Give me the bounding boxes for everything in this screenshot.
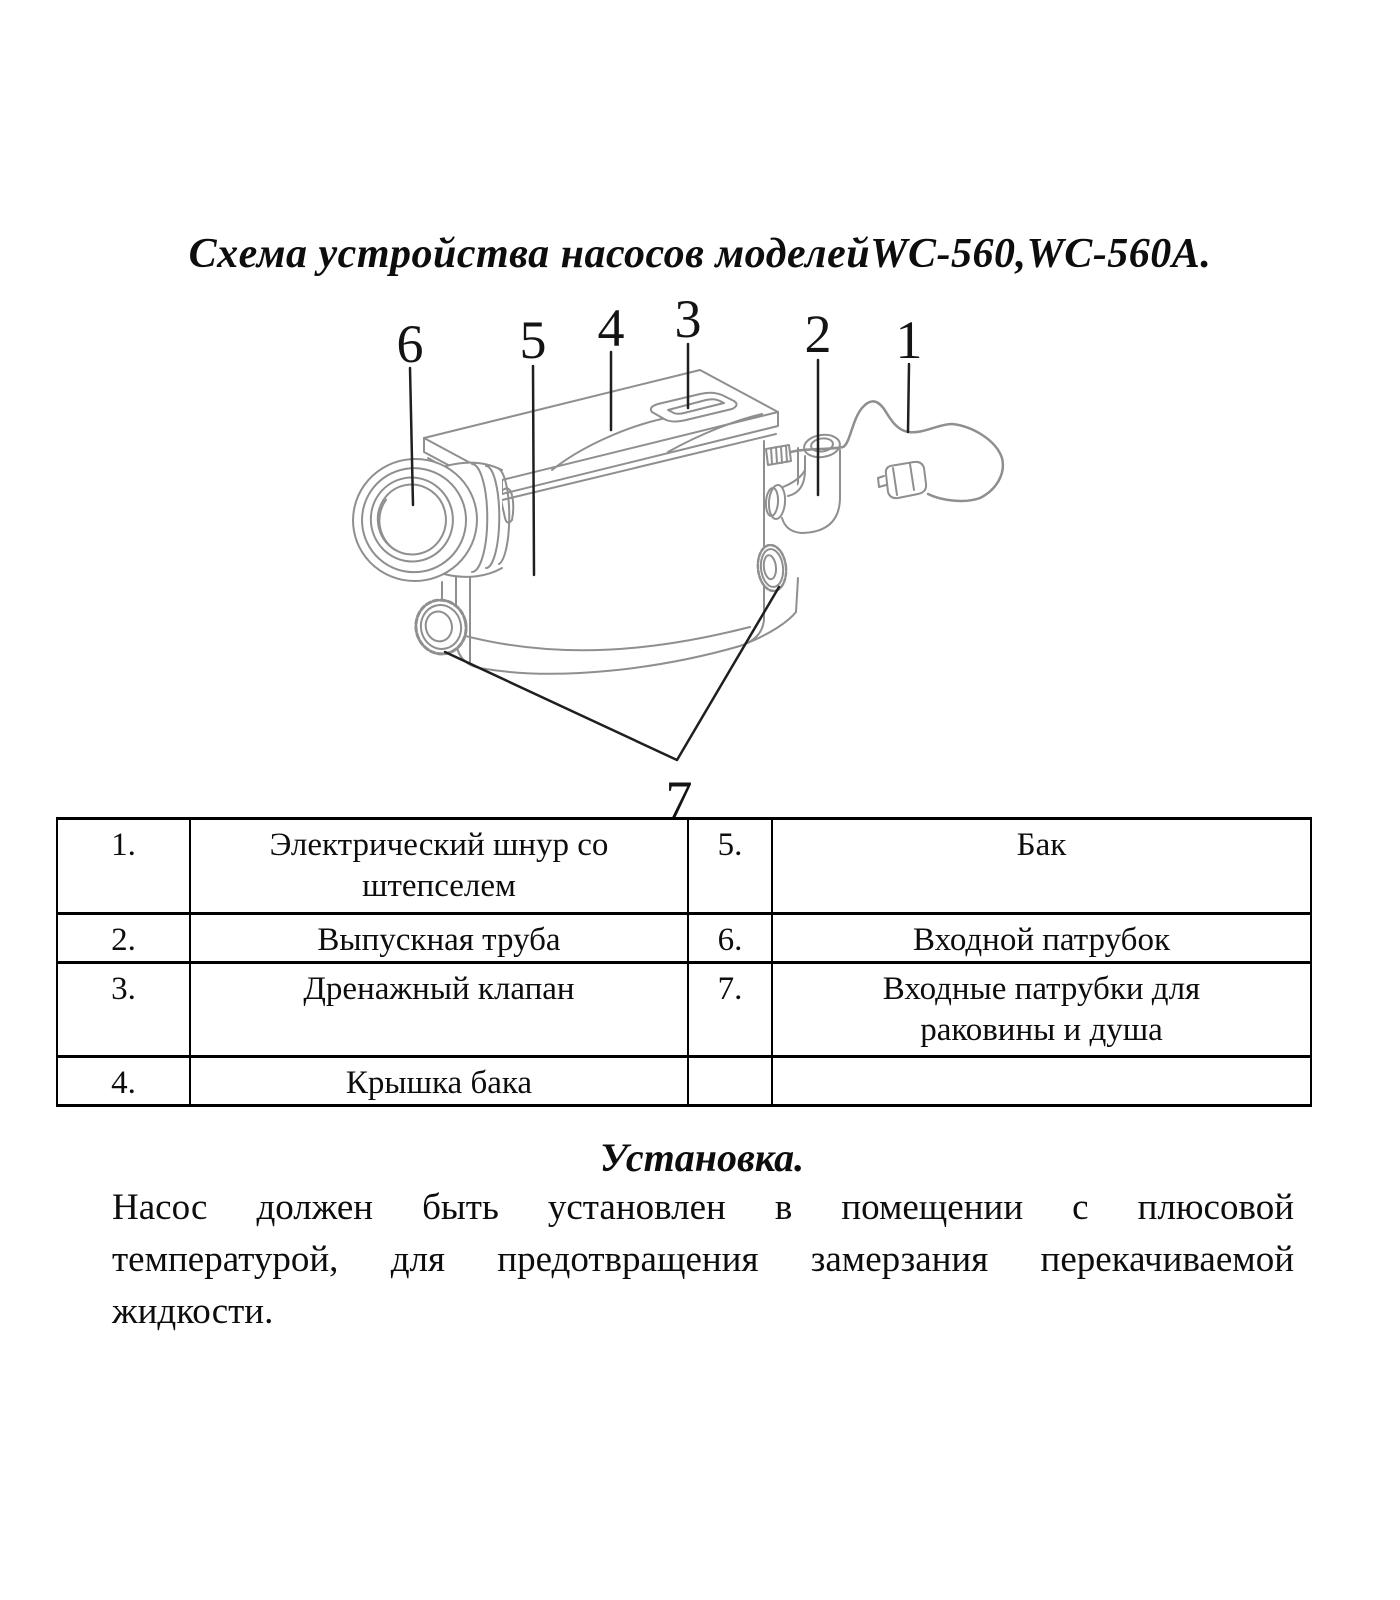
part-number: 6.	[688, 914, 772, 963]
part-label	[190, 914, 688, 963]
tank-body	[456, 441, 798, 674]
callout-4: 4	[597, 298, 625, 358]
callout-5: 5	[519, 310, 547, 370]
table-row	[57, 819, 1311, 914]
part-label-line: Входной патрубок	[913, 922, 1170, 958]
part-number: 5.	[688, 819, 772, 914]
part-label	[772, 1057, 1311, 1106]
paragraph-line: жидкости.	[112, 1291, 274, 1332]
part-label-line: Крышка бака	[345, 1065, 533, 1101]
part-number: 3.	[57, 963, 190, 1057]
drain-valve	[651, 393, 737, 422]
leader-1	[908, 364, 909, 432]
cable-gland	[766, 445, 791, 465]
paragraph-line: температурой, для предотвращения замерзания перекачиваемой	[112, 1239, 1294, 1280]
callout-1: 1	[895, 310, 923, 370]
part-label-line: штепселем	[362, 868, 516, 904]
part-label-line: Бак	[1016, 827, 1067, 863]
parts-legend-table	[56, 817, 1312, 1107]
installation-heading: Установка.	[599, 1135, 805, 1180]
part-label-line: раковины и душа	[920, 1012, 1163, 1048]
part-label	[772, 914, 1311, 963]
part-number: 1.	[57, 819, 190, 914]
part-label-line: Выпускная труба	[317, 922, 561, 958]
callout-7: 7	[665, 770, 693, 830]
part-number: 4.	[57, 1057, 190, 1106]
pump-line-art	[343, 370, 1003, 674]
bottom-inlet-cap	[411, 595, 471, 658]
leader-5	[533, 366, 534, 575]
paragraph-line: Насос должен быть установлен в помещении с плюсовой	[112, 1187, 1294, 1228]
part-label	[190, 819, 688, 914]
part-label-line: Входные патрубки для	[882, 971, 1201, 1007]
side-inlet-port	[756, 544, 789, 593]
callout-2: 2	[804, 304, 832, 364]
part-number: 2.	[57, 914, 190, 963]
table-row	[57, 1057, 1311, 1106]
leader-7	[445, 587, 779, 760]
callout-3: 3	[674, 289, 702, 349]
part-label	[190, 1057, 688, 1106]
table-row	[57, 914, 1311, 963]
installation-paragraph	[112, 1182, 1294, 1338]
callout-6: 6	[396, 314, 424, 374]
part-label-line: Дренажный клапан	[303, 971, 575, 1007]
page-title: Схема устройства насосов моделейWC-560,WC-560А.	[188, 231, 1212, 277]
part-number: 7.	[688, 963, 772, 1057]
part-label	[772, 819, 1311, 914]
part-label-line: Электрический шнур со	[269, 827, 609, 863]
part-label	[190, 963, 688, 1057]
power-plug	[878, 462, 926, 498]
table-row	[57, 963, 1311, 1057]
pump-diagram	[300, 278, 1060, 838]
part-number	[688, 1057, 772, 1106]
part-label	[772, 963, 1311, 1057]
